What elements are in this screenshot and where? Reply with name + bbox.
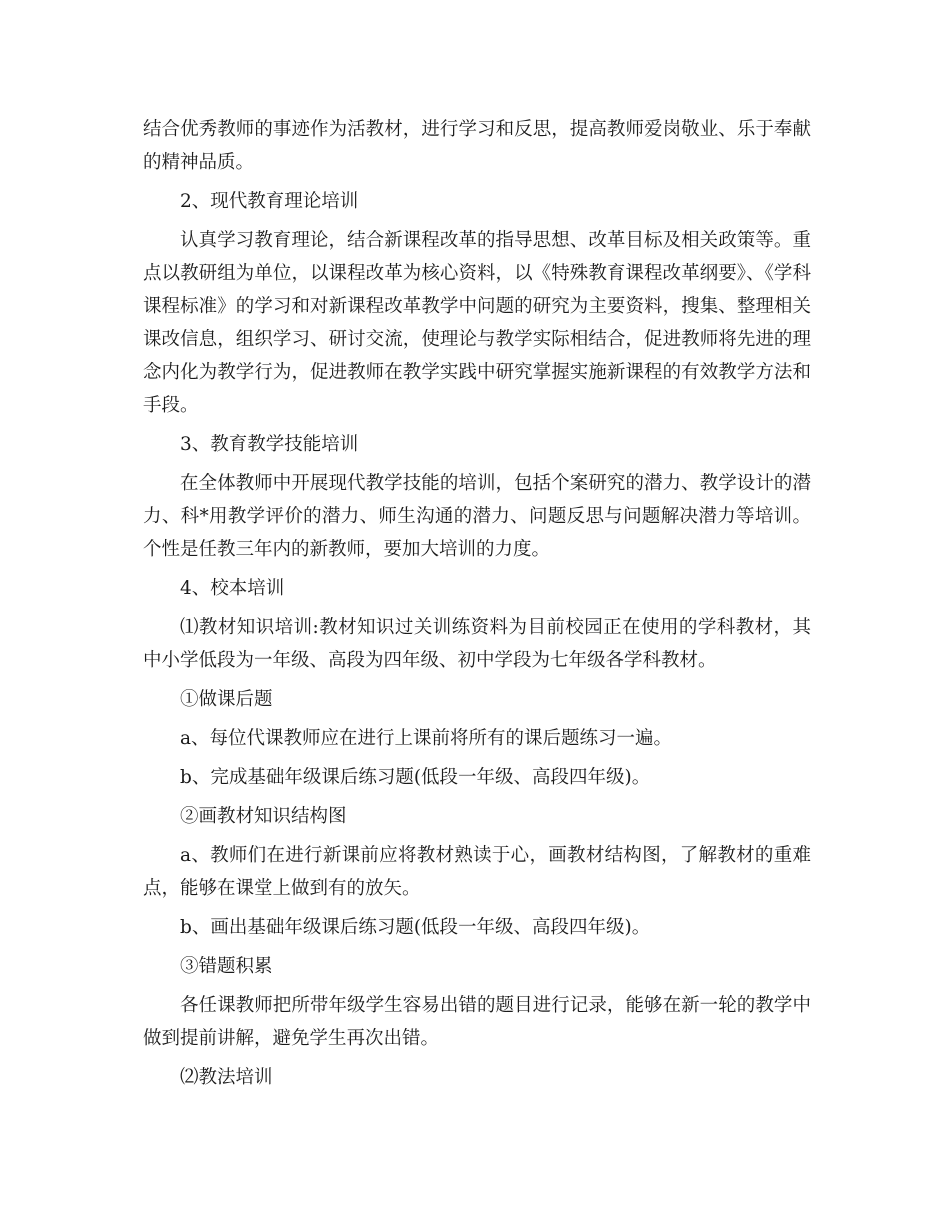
list-item-a-structure: a、教师们在进行新课前应将教材熟读于心，画教材结构图，了解教材的重难点，能够在课堂上做到有的放矢。 xyxy=(143,845,811,899)
section-heading-modern-theory: 2、现代教育理论培训 xyxy=(180,191,359,212)
paragraph-skills-training: 在全体教师中开展现代教学技能的培训，包括个案研究的潜力、教学设计的潜力、科*用教学评价的潜力、师生沟通的潜力、问题反思与问题解决潜力等培训。个性是任教三年内的新教师，要加大培训的力度。 xyxy=(143,473,811,560)
list-item-b-structure: b、画出基础年级课后练习题(低段一年级、高段四年级)。 xyxy=(180,917,651,938)
paragraph-textbook-knowledge: ⑴教材知识培训:教材知识过关训练资料为目前校园正在使用的学科教材，其中小学低段为一年级、高段为四年级、初中学段为七年级各学科教材。 xyxy=(143,617,811,671)
paragraph-error-collection: 各任课教师把所带年级学生容易出错的题目进行记录，能够在新一轮的教学中做到提前讲解，避免学生再次出错。 xyxy=(143,995,811,1049)
subheading-structure-diagram: ②画教材知识结构图 xyxy=(180,806,347,827)
subheading-teaching-method: ⑵教法培训 xyxy=(180,1067,273,1088)
section-heading-school-training: 4、校本培训 xyxy=(180,578,285,599)
section-heading-teaching-skills: 3、教育教学技能培训 xyxy=(180,434,359,455)
list-item-a-exercises: a、每位代课教师应在进行上课前将所有的课后题练习一遍。 xyxy=(180,728,673,749)
subheading-after-class-exercises: ①做课后题 xyxy=(180,689,273,710)
document-body xyxy=(143,113,811,1100)
paragraph-theory-training: 认真学习教育理论，结合新课程改革的指导思想、改革目标及相关政策等。重点以教研组为单位，以课程改革为核心资料，以《特殊教育课程改革纲要》、《学科课程标准》的学习和对新课程改革教学中问题的研究为主要资料，搜集、整理相关课改信息，组织学习、研讨交流，使理论与教学实际相结合，促进教师将先进的理念内化为教学行为，促进教师在教学实践中研究掌握实施新课程的有效教学方法和手段。 xyxy=(143,230,811,416)
list-item-b-exercises: b、完成基础年级课后练习题(低段一年级、高段四年级)。 xyxy=(180,767,651,788)
subheading-error-collection: ③错题积累 xyxy=(180,956,273,977)
paragraph-continuation: 结合优秀教师的事迹作为活教材，进行学习和反思，提高教师爱岗敬业、乐于奉献的精神品质。 xyxy=(143,119,811,173)
